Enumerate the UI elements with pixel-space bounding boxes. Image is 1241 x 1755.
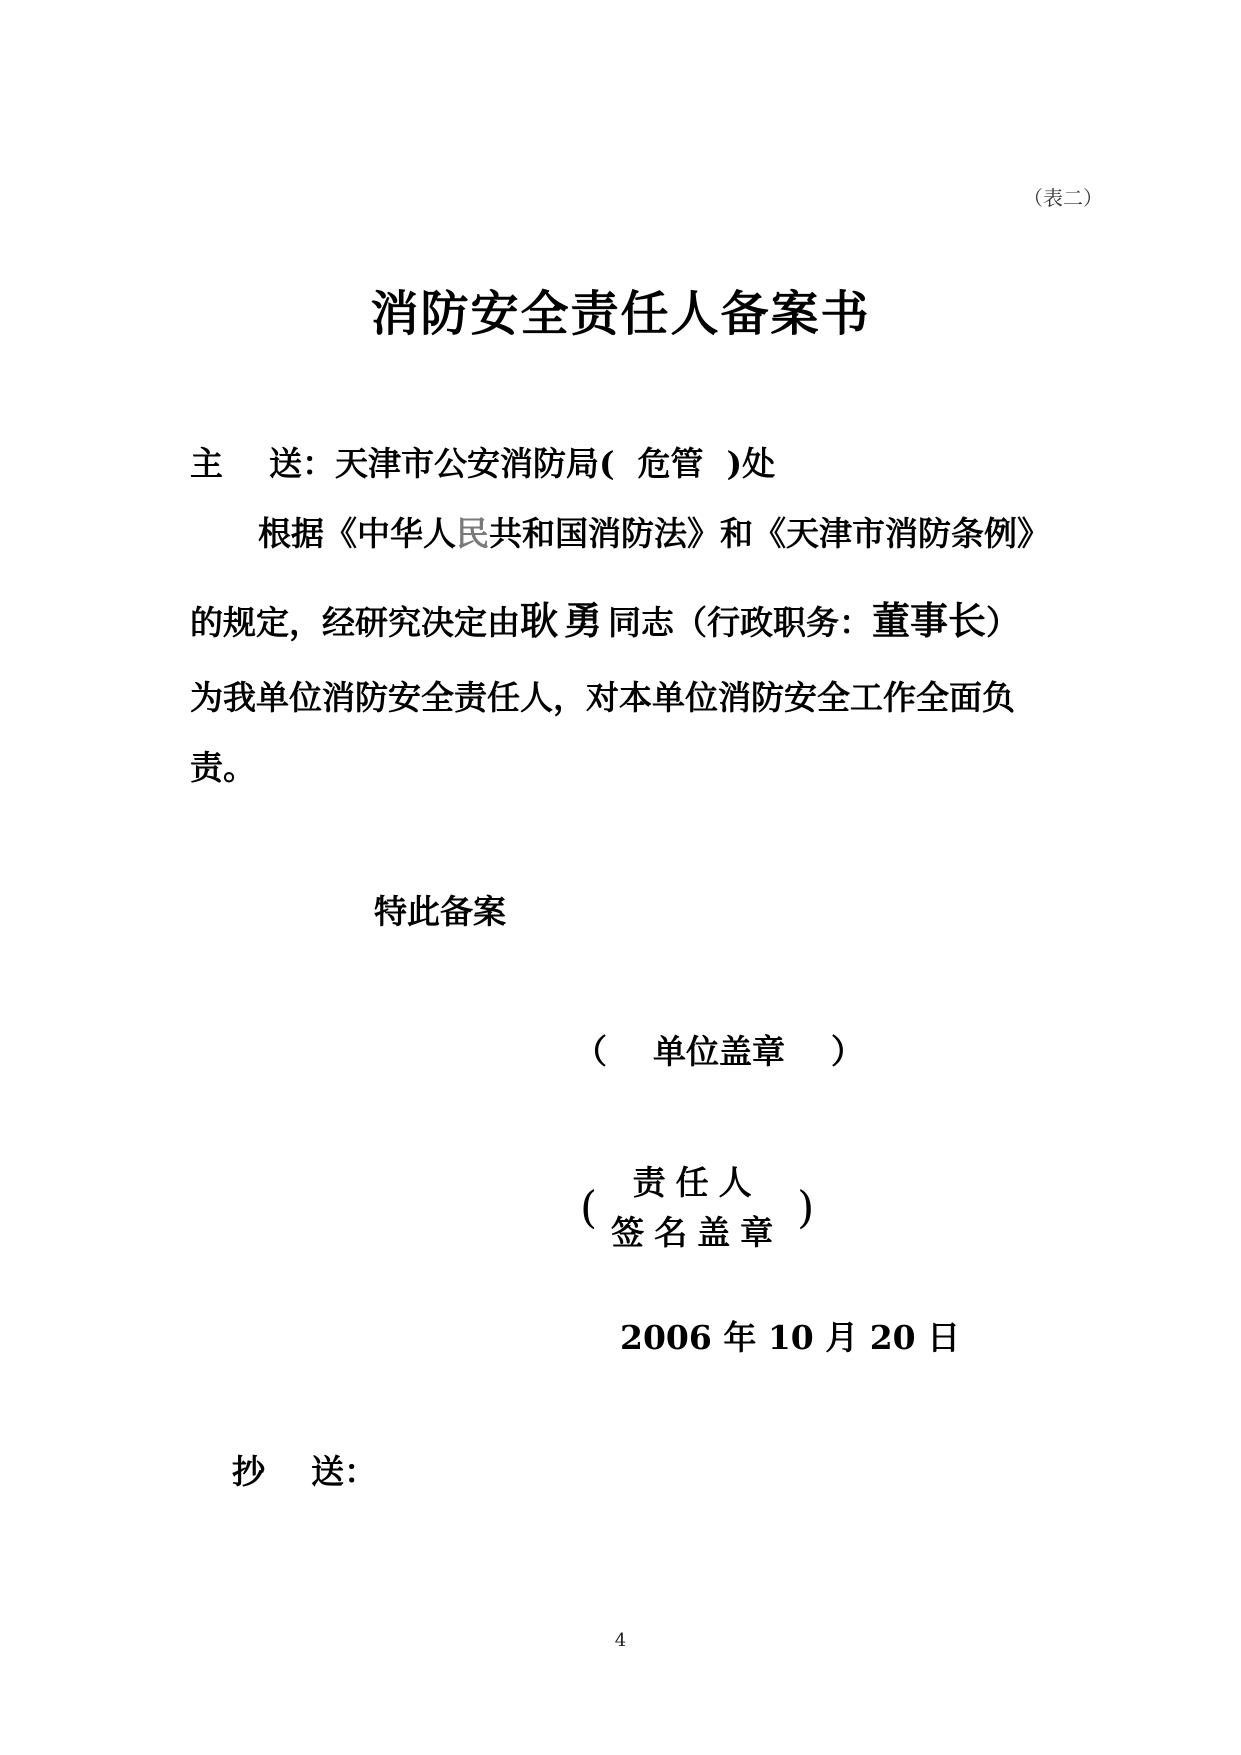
person-stamp-line-1: 责任人 [632, 1163, 762, 1202]
document-date: 2006 年 10 月 20 日 [620, 1318, 961, 1357]
filing-note: 特此备案 [374, 892, 506, 931]
paragraph-text: ） [986, 603, 1020, 642]
paragraph-line-3: 为我单位消防安全责任人，对本单位消防安全工作全面负 [190, 678, 1015, 717]
recipient-line [190, 438, 775, 485]
paragraph-line-2 [190, 590, 1019, 645]
paragraph-text: 根据《中华人 [258, 514, 456, 553]
copy-to-label: 抄 送： [232, 1452, 377, 1491]
paragraph-line-4: 责。 [190, 748, 256, 787]
form-number: （表二） [1023, 186, 1103, 210]
paragraph-text: 同志（行政职务： [608, 603, 873, 642]
recipient-value: 天津市公安消防局( 危管 )处 [334, 444, 776, 483]
paragraph-line-1 [258, 508, 1050, 555]
person-stamp-text [611, 1158, 783, 1258]
close-paren: ) [797, 1182, 815, 1234]
person-name: 耿勇 [520, 598, 609, 643]
document-title: 消防安全责任人备案书 [370, 286, 871, 342]
open-paren: ( [580, 1182, 598, 1234]
paragraph-text: 共和国消防法》和《天津市消防条例》 [489, 514, 1050, 553]
unit-stamp-placeholder: （ 单位盖章 ） [574, 1032, 864, 1071]
person-stamp-line-2: 签名盖章 [611, 1213, 784, 1252]
position-title: 董事长 [872, 598, 987, 643]
paragraph-text: 的规定，经研究决定由 [190, 603, 520, 642]
recipient-label: 主 送： [190, 444, 335, 483]
person-stamp-placeholder [580, 1158, 814, 1258]
page-number: 4 [614, 1630, 627, 1651]
paragraph-text-faded: 民 [456, 514, 489, 553]
